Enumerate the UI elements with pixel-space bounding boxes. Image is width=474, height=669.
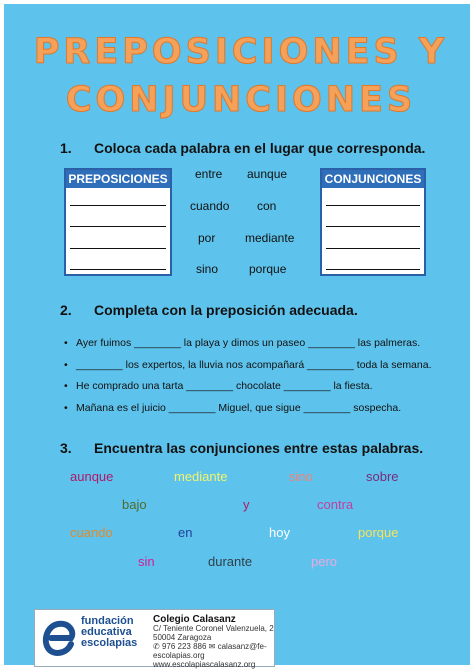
answer-line[interactable] — [70, 248, 166, 249]
colored-word-mediante: mediante — [174, 469, 228, 484]
preposiciones-box — [64, 168, 172, 276]
bullet-item: • Ayer fuimos ________ la playa y dimos un paseo ________ las palmeras. — [64, 337, 421, 349]
bullet-item: • He comprado una tarta ________ chocolate ________ la fiesta. — [64, 380, 373, 392]
question-1-text: Coloca cada palabra en el lugar que corresponda. — [94, 140, 426, 156]
bullet-text: Ayer fuimos ________ la playa y dimos un paseo ________ las palmeras. — [76, 337, 421, 349]
colored-word-pero: pero — [311, 554, 338, 569]
word-mediante: mediante — [245, 231, 295, 245]
colored-word-hoy: hoy — [269, 525, 290, 540]
colored-word-bajo: bajo — [122, 497, 147, 512]
word-por: por — [198, 231, 216, 245]
colored-word-aunque: aunque — [70, 469, 114, 484]
title-line-2: CONJUNCIONES — [65, 80, 417, 120]
colored-word-y: y — [243, 497, 250, 512]
answer-line[interactable] — [326, 226, 420, 227]
colegio-info — [153, 615, 274, 669]
word-sino: sino — [196, 262, 219, 276]
word-aunque: aunque — [247, 167, 288, 181]
question-3-text: Encuentra las conjunciones entre estas palabras. — [94, 440, 424, 456]
question-1-number: 1. — [60, 140, 72, 156]
word-con: con — [257, 199, 277, 213]
fundacion-logo-icon — [41, 614, 79, 660]
conjunciones-header: CONJUNCIONES — [322, 170, 424, 188]
question-2-text: Completa con la preposición adecuada. — [94, 302, 358, 318]
bullet-item: • ________ los expertos, la lluvia nos acompañará ________ toda la semana. — [64, 359, 432, 371]
bullet-text: He comprado una tarta ________ chocolate ________ la fiesta. — [76, 380, 373, 392]
question-3-number: 3. — [60, 440, 72, 456]
title-line-1: PREPOSICIONES Y — [33, 32, 449, 72]
question-3 — [60, 440, 423, 456]
colored-word-cuando: cuando — [70, 525, 113, 540]
answer-line[interactable] — [70, 226, 166, 227]
bullet-text: Mañana es el juicio ________ Miguel, que sigue ________ sospecha. — [76, 402, 402, 414]
colegio-name: Colegio Calasanz — [153, 614, 236, 625]
colored-word-contra: contra — [317, 497, 354, 512]
colored-word-sobre: sobre — [366, 469, 399, 484]
colegio-phone: 976 223 886 — [161, 642, 207, 651]
colegio-email: calasanz@fe-escolapias.org — [153, 642, 267, 660]
colored-word-en: en — [178, 525, 193, 540]
colored-word-durante: durante — [208, 554, 253, 569]
colored-word-sin: sin — [138, 554, 155, 569]
question-2-number: 2. — [60, 302, 72, 318]
colegio-web: www.escolapiascalasanz.org — [153, 660, 256, 669]
answer-line[interactable] — [70, 269, 166, 270]
fundacion-line: escolapias — [81, 637, 138, 649]
colored-word-porque: porque — [358, 525, 399, 540]
phone-icon: ✆ — [153, 642, 160, 651]
fundacion-line: educativa — [81, 626, 132, 638]
mail-icon: ✉ — [208, 642, 216, 651]
colored-word-sino: sino — [289, 469, 313, 484]
conjunciones-box — [320, 168, 426, 276]
answer-line[interactable] — [326, 205, 420, 206]
word-entre: entre — [195, 167, 223, 181]
answer-line[interactable] — [326, 248, 420, 249]
fundacion-text — [81, 616, 137, 649]
bullet-item: • Mañana es el juicio ________ Miguel, que sigue ________ sospecha. — [64, 402, 402, 414]
fundacion-line: fundación — [81, 615, 134, 627]
colegio-address: C/ Teniente Coronel Valenzuela, 2 50004 Zaragoza — [153, 624, 274, 642]
colegio-contact — [153, 642, 274, 660]
word-porque: porque — [249, 262, 287, 276]
question-1 — [60, 140, 425, 156]
bullet-text: ________ los expertos, la lluvia nos acompañará ________ toda la semana. — [76, 359, 432, 371]
answer-line[interactable] — [326, 269, 420, 270]
question-2 — [60, 302, 358, 318]
school-logo-block — [34, 609, 275, 667]
preposiciones-header: PREPOSICIONES — [66, 170, 170, 188]
word-cuando: cuando — [190, 199, 230, 213]
answer-line[interactable] — [70, 205, 166, 206]
